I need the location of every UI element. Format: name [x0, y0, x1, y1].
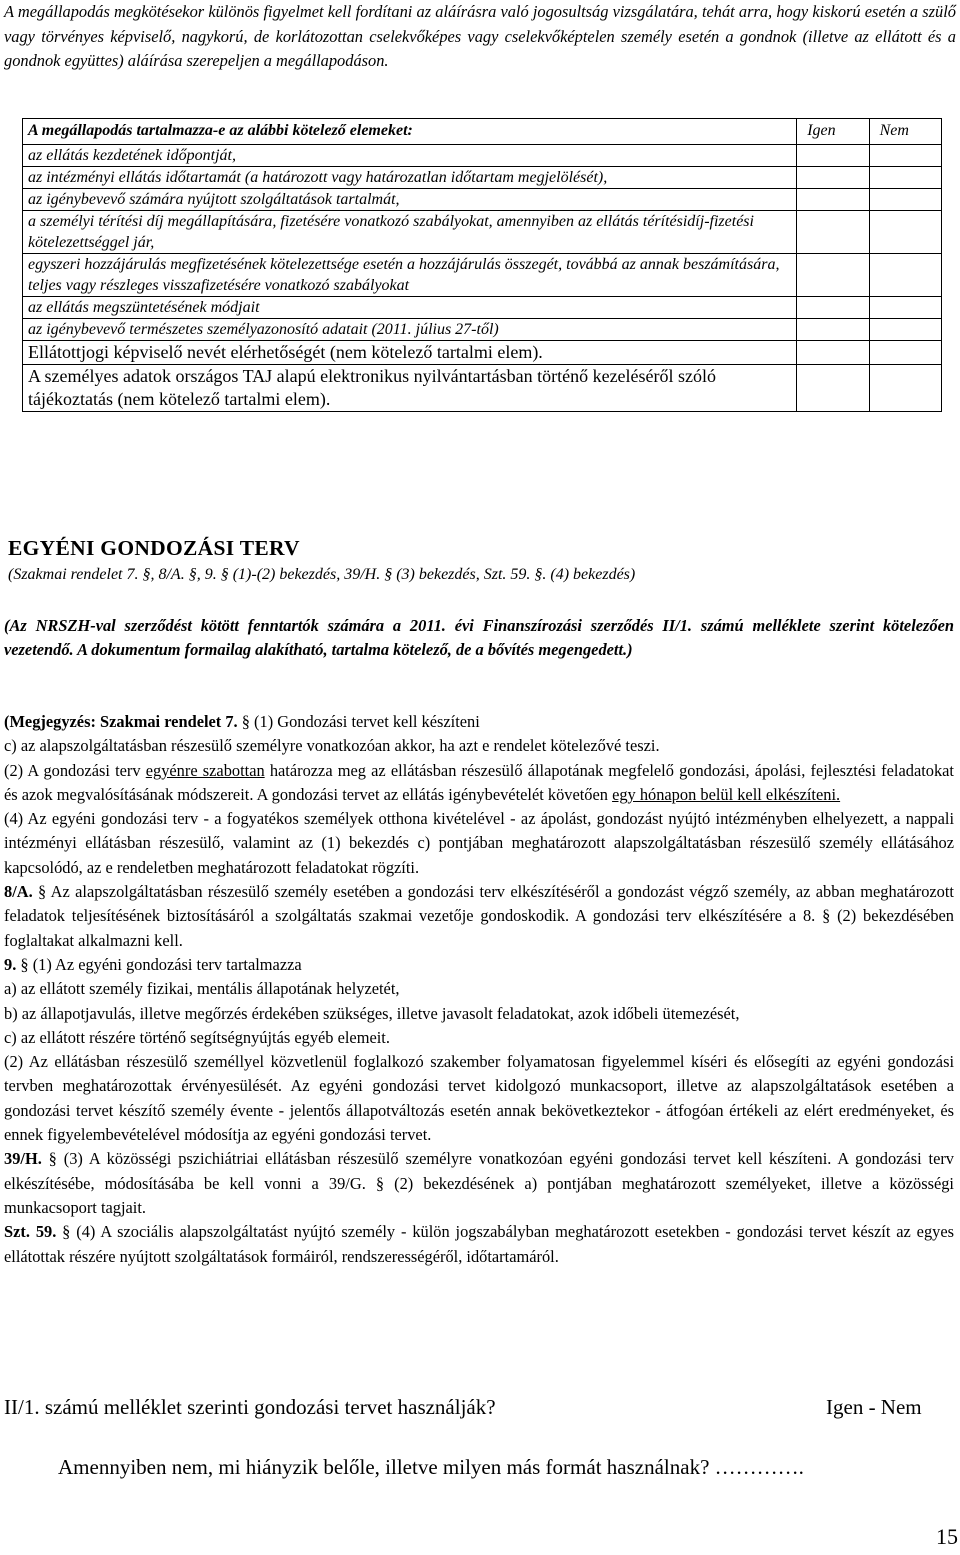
legal-label: 9. [4, 954, 17, 974]
yes-cell[interactable] [797, 365, 869, 412]
legal-paragraph [4, 759, 954, 808]
no-cell[interactable] [869, 319, 941, 341]
usage-question [4, 1395, 944, 1420]
yes-cell[interactable] [797, 189, 869, 211]
checklist-row [23, 167, 942, 189]
legal-text: § (1) Gondozási tervet kell készíteni [241, 712, 480, 731]
checklist-row [23, 319, 942, 341]
checklist-item: az igénybevevő természetes személyazonosító adatait (2011. július 27-től) [23, 319, 797, 341]
legal-text: (2) A gondozási terv [4, 760, 146, 780]
legal-text: § (3) A közösségi pszichiátriai ellátásban részesülő személyre vonatkozóan egyéni gondozási tervet kell készíteni. A gondozási terv elkészítésébe, módosításába be kell vonni a 39/G. § (2) bekezdésének a) pontjában meghatározott személyeket, illetve a közösségi munkacsoport tagjait. [4, 1149, 954, 1217]
checklist-row [23, 254, 942, 297]
usage-question-text: II/1. számú melléklet szerinti gondozási tervet használják? [4, 1395, 496, 1419]
checklist-row [23, 365, 942, 412]
yes-column-header: Igen [797, 119, 869, 145]
legal-paragraph [4, 1147, 954, 1220]
page-number: 15 [936, 1524, 958, 1549]
no-column-header: Nem [869, 119, 941, 145]
legal-paragraph [4, 710, 954, 734]
legal-text: § Az alapszolgáltatásban részesülő személy esetében a gondozási terv elkészítéséről a gondozást végző személy, az abban meghatározott feladatok teljesítésének biztosításáról a szolgáltatás szakmai vezetője gondoskodik. A gondozási terv elkészítésére a 8. § (2) bekezdésében foglaltakat alkalmazni kell. [4, 882, 954, 950]
no-cell[interactable] [869, 189, 941, 211]
legal-paragraph: c) az alapszolgáltatásban részesülő személyre vonatkozóan akkor, ha azt e rendelet kötelezővé teszi. [4, 736, 660, 756]
yes-cell[interactable] [797, 167, 869, 189]
legal-text: határozza meg az ellátásban részesülő állapotának megfelelő gondozási, ápolási, fejlesztési feladatokat és azok megvalósításának módszereit. A gondozási tervet az ellátás igénybevételét követően [4, 760, 954, 804]
legal-underlined-text: egyénre szabottan [145, 760, 265, 780]
intro-paragraph: A megállapodás megkötésekor különös figyelmet kell fordítani az aláírásra való jogosultság vizsgálatára, tehát arra, hogy kiskorú esetén a szülő vagy törvényes képviselő, nagykorú, de korlátozottan cselekvőképes vagy cselekvőképtelen személy esetén a gondnok (illetve az ellátott és a gondnok együttes) aláírása szerepeljen a megállapodáson. [4, 2, 956, 70]
legal-label: 39/H. [4, 1149, 42, 1169]
section-title: EGYÉNI GONDOZÁSI TERV [8, 536, 300, 560]
checklist-item: az intézményi ellátás időtartamát (a határozott vagy határozatlan időtartam megjelölését), [23, 167, 797, 189]
checklist-header-row [23, 119, 942, 145]
legal-paragraph [4, 880, 954, 953]
legal-label: (Megjegyzés: Szakmai rendelet 7. [4, 712, 242, 731]
checklist-row [23, 189, 942, 211]
legal-text: § (4) A szociális alapszolgáltatást nyújtó személy - külön jogszabályban meghatározott esetekben - gondozási tervet készít az egyes ellátottak részére nyújtott szolgáltatások formáiról, rendszerességéről, időtartamáról. [4, 1222, 954, 1266]
checklist-row [23, 341, 942, 365]
legal-paragraph [4, 1220, 954, 1269]
legal-label: 8/A. [4, 882, 33, 902]
no-cell[interactable] [869, 297, 941, 319]
mandatory-elements-checklist [22, 118, 942, 412]
followup-question: Amennyiben nem, mi hiányzik belőle, illetve milyen más formát használnak? …………. [58, 1455, 804, 1479]
no-cell[interactable] [869, 211, 941, 254]
checklist-row [23, 145, 942, 167]
legal-paragraph: c) az ellátott részére történő segítségnyújtás egyéb elemeit. [4, 1027, 390, 1047]
checklist-header: A megállapodás tartalmazza-e az alábbi kötelező elemeket: [23, 119, 797, 145]
no-cell[interactable] [869, 145, 941, 167]
checklist-row [23, 211, 942, 254]
legal-paragraph: (2) Az ellátásban részesülő személlyel közvetlenül foglalkozó szakember folyamatosan figyelemmel kíséri és elősegíti az egyéni gondozási tervben meghatározottak érvényesülését. Az egyéni gondozási tervet kidolgozó munkacsoport, illetve az alapszolgáltatások esetében a gondozási tervet készítő személy évente - jelentős állapotváltozás esetén annak bekövetkeztekor - átfogóan értékeli az elért eredményeket, és ennek figyelembevételével módosítja az egyéni gondozási tervet. [4, 1052, 954, 1145]
yes-cell[interactable] [797, 211, 869, 254]
checklist-item: egyszeri hozzájárulás megfizetésének kötelezettsége esetén a hozzájárulás összegét, továbbá az annak beszámítására, teljes vagy részleges visszafizetésére vonatkozó szabályokat [23, 254, 797, 297]
yes-cell[interactable] [797, 254, 869, 297]
no-cell[interactable] [869, 341, 941, 365]
checklist-row [23, 297, 942, 319]
legal-underlined-text: egy hónapon belül kell elkészíteni. [612, 784, 841, 804]
section-legal-reference: (Szakmai rendelet 7. §, 8/A. §, 9. § (1)-(2) bekezdés, 39/H. § (3) bekezdés, Szt. 59. §. (4) bekezdés) [8, 566, 636, 583]
legal-paragraph [4, 953, 954, 977]
legal-label: Szt. 59. [4, 1222, 57, 1242]
checklist-item-optional: Ellátottjogi képviselő nevét elérhetőségét (nem kötelező tartalmi elem). [23, 341, 797, 365]
checklist-item: az ellátás kezdetének időpontját, [23, 145, 797, 167]
legal-paragraph: b) az állapotjavulás, illetve megőrzés érdekében szükséges, illetve javasolt feladatokat, azok időbeli ütemezését, [4, 1003, 740, 1023]
yes-cell[interactable] [797, 319, 869, 341]
usage-question-answer[interactable]: Igen - Nem [826, 1395, 922, 1419]
legal-paragraph: a) az ellátott személy fizikai, mentális állapotának helyzetét, [4, 979, 400, 999]
checklist-item: az ellátás megszüntetésének módjait [23, 297, 797, 319]
legal-excerpt [4, 710, 954, 1269]
yes-cell[interactable] [797, 145, 869, 167]
no-cell[interactable] [869, 365, 941, 412]
yes-cell[interactable] [797, 341, 869, 365]
legal-paragraph: (4) Az egyéni gondozási terv - a fogyatékos személyek otthona kivételével - az ápolást, gondozást nyújtó intézményben elhelyezett, a nappali intézményi ellátásban részesülő, valamint az (1) bekezdés c) pontjában meghatározott alapszolgáltatásban részesülő személy ellátásához kapcsolódó, az e rendeletben meghatározott feladatokat rögzíti. [4, 809, 954, 877]
legal-text: § (1) Az egyéni gondozási terv tartalmazza [16, 954, 302, 974]
section-note: (Az NRSZH-val szerződést kötött fenntartók számára a 2011. évi Finanszírozási szerződés II/1. számú melléklete szerint kötelezően vezetendő. A dokumentum formailag alakítható, tartalma kötelező, de a bővítés megengedett.) [4, 616, 954, 659]
checklist-item-optional: A személyes adatok országos TAJ alapú elektronikus nyilvántartásban történő kezeléséről szóló tájékoztatás (nem kötelező tartalmi elem). [23, 365, 797, 412]
checklist-item: a személyi térítési díj megállapítására, fizetésére vonatkozó szabályokat, amennyiben az ellátás térítésidíj-fizetési kötelezettséggel jár, [23, 211, 797, 254]
checklist-item: az igénybevevő számára nyújtott szolgáltatások tartalmát, [23, 189, 797, 211]
no-cell[interactable] [869, 254, 941, 297]
yes-cell[interactable] [797, 297, 869, 319]
no-cell[interactable] [869, 167, 941, 189]
